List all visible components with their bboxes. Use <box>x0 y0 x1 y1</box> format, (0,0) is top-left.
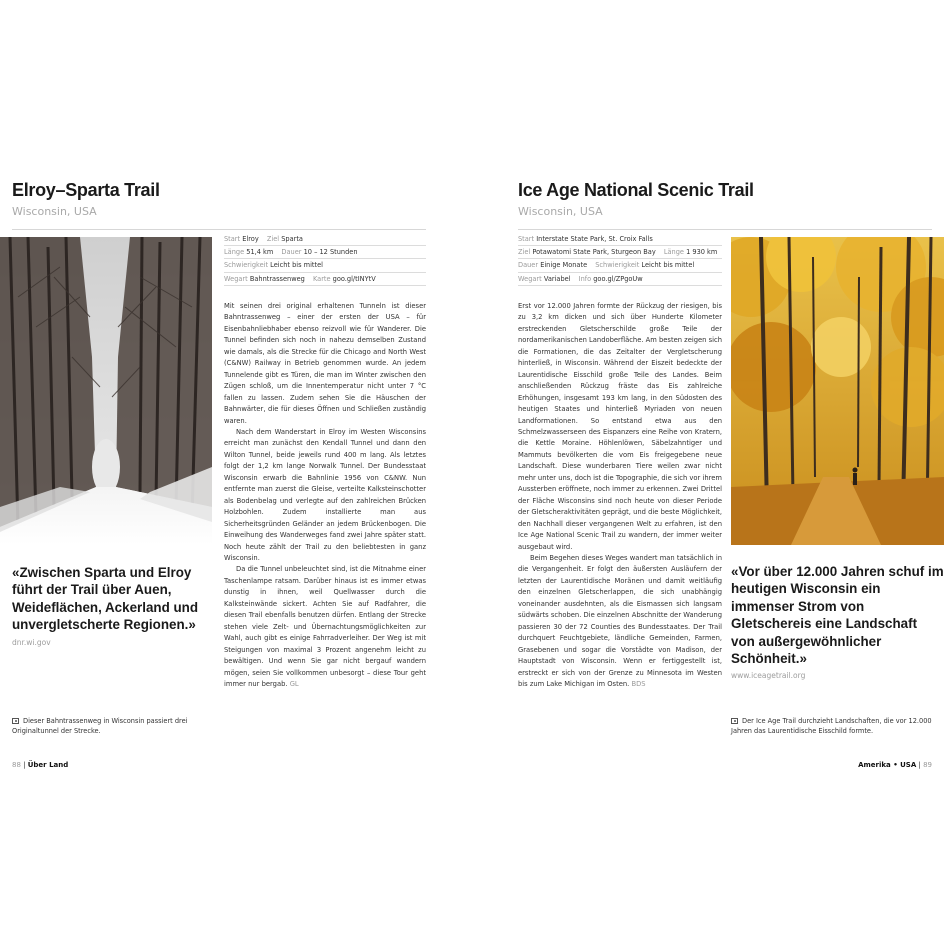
left-meta-row-2 <box>224 246 426 259</box>
left-meta-box <box>224 233 426 286</box>
right-pull-quote <box>731 563 944 680</box>
meta-key: Dauer <box>518 261 539 270</box>
body-paragraph: Erst vor 12.000 Jahren formte der Rückzug der riesigen, bis zu 3,2 km dicken und sich über Hunderte Kilometer erstreckenden Gletscherschilde große Teile der nordamerikanischen Landoberfläche. Am besten zeigen sich die Formationen, die das Zeitalter der Vergletscherung hinterließ, in Wisconsin. Während der Eiszeit bedeckte der Laurentidische Eisschild große Teile des Landes. Beim anschließenden Rückzug fräste das Eis zahlreiche Erhöhungen, insgesamt 193 km lang, in den Südosten des heutigen Staates und hinterließ Myriaden von neuen Landformationen. So entstand etwa aus den Schmelzwasserseen des Eispanzers eine Reihe von Kratern, die Kettle Moraine. Höhlenlöwen, Säbelzahntiger und Mammuts bevölkerten die vom Eis freigegebene neue Landschaft. Diese wunderbaren Tiere weilen zwar nicht mehr unter uns, doch ist die Topographie, die sich vor ihrem Aussterben eröffnete, noch immer zu erkennen. Zwei Drittel der Fläche Wisconsins sind noch heute von dieser Periode der Gletscheraktivitäten geprägt, und die beste Möglichkeit, den Nachhall dieser vergangenen Welt zu erfahren, ist den Ice Age National Scenic Trail zu wandern, der immer weiter ausgebaut wird. <box>518 302 722 551</box>
meta-value: 1 930 km <box>686 248 718 257</box>
meta-value: Leicht bis mittel <box>641 261 695 270</box>
body-paragraph <box>518 553 722 690</box>
meta-key: Länge <box>224 248 245 257</box>
left-subtitle: Wisconsin, USA <box>12 205 97 218</box>
meta-value: Elroy <box>242 235 259 243</box>
paragraph-text: Beim Begehen dieses Weges wandert man tatsächlich in die Vergangenheit. Er folgt den äußersten Ausläufern der letzten der Laurentidische Moränen und damit weitläufig den einzelnen Gletscherlappen, die sich unabhängig voneinander ausdehnten, als die Eismassen sich langsam südwärts schoben. Die einzelnen Abschnitte der Wanderung passieren 30 der 72 Counties des Bundesstaates. Der Trail durchquert Feuchtgebiete, ländliche Gemeinden, Farmen, Grasebenen und sogar die Vorstädte von Madison, der Hauptstadt von Wisconsin. Wenn er fertiggestellt ist, erstreckt er sich von der Grenze zu Minnesota im Westen bis zum Lake Michigan im Osten. <box>518 553 722 688</box>
page-number: 88 <box>12 761 21 769</box>
meta-key: Start <box>224 235 241 243</box>
meta-value: goo.gl/tINYtV <box>332 274 376 283</box>
body-paragraph <box>224 564 426 690</box>
caption-text: Dieser Bahntrassenweg in Wisconsin passiert drei Originaltunnel der Strecke. <box>12 717 188 735</box>
right-meta-row-4 <box>518 273 722 286</box>
pull-quote-text: «Zwischen Sparta und Elroy führt der Trail über Auen, Weideflächen, Ackerland und unvergletscherte Regionen.» <box>12 565 199 633</box>
camera-icon <box>12 718 19 724</box>
meta-value: Variabel <box>543 274 571 283</box>
author-signature: BDS <box>631 679 646 688</box>
left-title: Elroy–Sparta Trail <box>12 180 160 200</box>
quote-source: www.iceagetrail.org <box>731 671 806 681</box>
left-photo-snow-trail <box>0 237 212 545</box>
right-body-text <box>518 301 722 690</box>
right-meta-row-2 <box>518 246 722 259</box>
right-meta-row-1 <box>518 233 722 246</box>
meta-key: Schwierigkeit <box>224 261 269 270</box>
page-number: 89 <box>923 761 932 769</box>
meta-value: Leicht bis mittel <box>270 261 323 270</box>
meta-key: Wegart <box>518 274 542 283</box>
left-folio: 88 | Über Land <box>12 761 69 769</box>
paragraph-text: Da die Tunnel unbeleuchtet sind, ist die Mitnahme einer Taschenlampe ratsam. Darüber hinaus ist es immer etwas dunstig in ihnen, weil Quellwasser durch die Kalksteinwände sickert. Achten Sie auf Radfahrer, die diesen Trail ebenfalls benutzen dürfen. Entlang der Strecke stehen viele Zelt- und Übernachtungsmöglichkeiten zur Wahl, auch gibt es einige Fahrradverleiher. Der Weg ist mit Steigungen von maximal 3 Prozent angenehm leicht zu bewältigen. Und wenn Sie gar nicht bergauf wandern mögen, seien Sie vollkommen unbesorgt – diese Tour geht immer nur bergab. <box>224 565 426 688</box>
meta-key: Info <box>578 274 592 283</box>
right-rule <box>518 229 932 230</box>
right-title: Ice Age National Scenic Trail <box>518 180 754 200</box>
right-folio: Amerika • USA | 89 <box>858 761 932 769</box>
meta-key: Wegart <box>224 274 248 283</box>
body-paragraph: Nach dem Wanderstart in Elroy im Westen Wisconsins erreicht man zunächst den Kendall Tunnel und dann den Wilton Tunnel, beide jeweils rund 400 m lang. Als letztes folgt der 1,2 km lange Norwalk Tunnel. Der Bundesstaat Wisconsin erwarb die Bahnlinie 1956 von C&NW. Nun entfernte man zuerst die Gleise, verteilte Kalksteinschotter als Bodenbelag und verlegte auf den zahlreichen Brücken Holzbohlen. Zudem installierte man aus Sicherheitsgründen Geländer an jedem Brückenbogen. Die Einweihung des Wanderweges fand zwei Jahre später statt. Noch heute zählt der Trail zu den beliebtesten in ganz Wisconsin. <box>224 427 426 562</box>
left-body-text <box>224 301 426 690</box>
meta-value: Sparta <box>281 235 303 243</box>
meta-value: goo.gl/ZPgoUw <box>593 274 643 283</box>
meta-key: Start <box>518 235 535 243</box>
left-rule <box>12 229 426 230</box>
right-subtitle: Wisconsin, USA <box>518 205 603 218</box>
hiker-figure <box>853 473 857 485</box>
autumn-trail-illustration <box>731 237 944 545</box>
left-meta-row-3 <box>224 259 426 272</box>
pull-quote-text: «Vor über 12.000 Jahren schuf im heutigen Wisconsin ein immenser Strom von Gletschereis eine Landschaft von außergewöhnlicher Schönheit.» <box>731 564 944 667</box>
meta-key: Ziel <box>266 235 280 243</box>
meta-key: Karte <box>312 274 331 283</box>
section-label: Amerika • USA <box>858 761 917 769</box>
body-paragraph: Mit seinen drei original erhaltenen Tunneln ist dieser Bahntrassenweg – einer der ersten der USA – für Eisenbahnliebhaber ebenso reizvoll wie für Wanderer. Die Tunnel befinden sich noch in nahezu demselben Zustand wie damals, als die Strecke für die Chicago and North West (C&NW) Railway in Betrieb genommen wurde. An jedem Tunnelende gibt es Türen, die man im Winter zwischen den Zügen schloß, um die Innentemperatur nicht unter 7 °C fallen zu lassen. Zudem sehen Sie die Häuschen der Bahnwärter, die für dieses Öffnen und Schließen zuständig waren. <box>224 302 426 425</box>
meta-value: Potawatomi State Park, Sturgeon Bay <box>532 248 656 257</box>
author-signature: GL <box>289 679 299 688</box>
meta-value: Interstate State Park, St. Croix Falls <box>536 235 653 243</box>
meta-key: Länge <box>663 248 684 257</box>
meta-key: Schwierigkeit <box>595 261 640 270</box>
left-meta-row-4 <box>224 273 426 286</box>
left-photo-caption <box>12 716 208 736</box>
meta-key: Ziel <box>518 248 531 257</box>
left-meta-row-1 <box>224 233 426 246</box>
caption-text: Der Ice Age Trail durchzieht Landschaften, die vor 12.000 Jahren das Laurentidische Eisschild formte. <box>731 717 932 735</box>
quote-source: dnr.wi.gov <box>12 637 51 647</box>
meta-value: Bahntrassenweg <box>249 274 305 283</box>
meta-value: 51,4 km <box>246 248 274 257</box>
meta-key: Dauer <box>281 248 302 257</box>
camera-icon <box>731 718 738 724</box>
meta-value: 10 – 12 Stunden <box>303 248 358 257</box>
section-label: Über Land <box>27 761 69 769</box>
snow-trail-illustration <box>0 237 212 545</box>
left-pull-quote <box>12 564 208 647</box>
right-meta-box <box>518 233 722 286</box>
right-photo-autumn-trail <box>731 237 944 545</box>
right-photo-caption <box>731 716 936 736</box>
meta-value: Einige Monate <box>540 261 588 270</box>
right-meta-row-3 <box>518 259 722 272</box>
